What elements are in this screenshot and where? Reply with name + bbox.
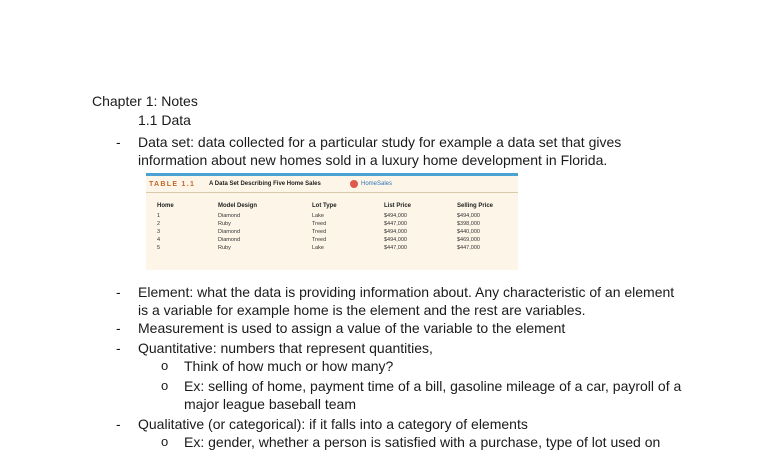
cell-lot-type: Treed — [312, 237, 327, 243]
bullet-dash: - — [116, 320, 121, 336]
cell-home: 1 — [157, 213, 161, 219]
cell-home: 4 — [157, 237, 161, 243]
sub-bullet-example-qualitative: Ex: gender, whether a person is satisfied with a purchase, type of lot used on — [184, 434, 661, 450]
bullet-data-set-line1: Data set: data collected for a particular study for example a data set that gives — [138, 134, 622, 150]
cell-list-price: $494,000 — [384, 213, 407, 219]
cell-lot-type: Lake — [312, 245, 324, 251]
column-header-home: Home — [157, 203, 174, 209]
figure-header-rule — [146, 192, 518, 193]
cell-lot-type: Treed — [312, 221, 327, 227]
column-header-selling-price: Selling Price — [457, 203, 494, 209]
cell-lot-type: Lake — [312, 213, 324, 219]
bullet-element-line1: Element: what the data is providing information about. Any characteristic of an element — [138, 284, 675, 300]
column-header-list-price: List Price — [384, 203, 412, 209]
bullet-dash: - — [116, 134, 121, 150]
cell-list-price: $447,000 — [384, 245, 407, 251]
bullet-measurement: Measurement is used to assign a value of the variable to the element — [138, 320, 566, 336]
bullet-dash: - — [116, 340, 121, 356]
cell-list-price: $494,000 — [384, 237, 407, 243]
sub-bullet-think: Think of how much or how many? — [184, 358, 394, 374]
chapter-heading: Chapter 1: Notes — [92, 93, 198, 109]
cell-selling-price: $398,000 — [457, 221, 480, 227]
cell-selling-price: $469,000 — [457, 237, 480, 243]
home-sales-table-figure — [146, 173, 518, 270]
data-set-icon — [350, 180, 358, 188]
figure-caption: A Data Set Describing Five Home Sales — [209, 181, 321, 187]
cell-model-design: Diamond — [218, 213, 241, 219]
sub-bullet-example-line1: Ex: selling of home, payment time of a bill, gasoline mileage of a car, payroll of a — [184, 378, 682, 394]
section-heading: 1.1 Data — [138, 112, 191, 128]
cell-selling-price: $440,000 — [457, 229, 480, 235]
figure-source: HomeSales — [361, 181, 393, 187]
bullet-element-line2: is a variable for example home is the element and the rest are variables. — [138, 302, 586, 318]
cell-home: 2 — [157, 221, 161, 227]
bullet-dash: - — [116, 284, 121, 300]
sub-bullet-example-line2: major league baseball team — [184, 396, 356, 412]
cell-list-price: $447,000 — [384, 221, 407, 227]
bullet-dash: - — [116, 416, 121, 432]
cell-home: 3 — [157, 229, 161, 235]
cell-model-design: Ruby — [218, 245, 231, 251]
sub-bullet-circle: o — [161, 358, 169, 373]
column-header-model-design: Model Design — [218, 203, 258, 209]
table-row — [157, 212, 160, 220]
bullet-qualitative: Qualitative (or categorical): if it falls into a category of elements — [138, 416, 528, 432]
cell-lot-type: Treed — [312, 229, 327, 235]
cell-selling-price: $447,000 — [457, 245, 480, 251]
cell-list-price: $494,000 — [384, 229, 407, 235]
column-header-lot-type: Lot Type — [312, 203, 337, 209]
cell-model-design: Ruby — [218, 221, 231, 227]
cell-home: 5 — [157, 245, 161, 251]
bullet-quantitative: Quantitative: numbers that represent quantities, — [138, 340, 433, 356]
sub-bullet-circle: o — [161, 378, 169, 393]
bullet-data-set-line2: information about new homes sold in a luxury home development in Florida. — [138, 152, 608, 168]
cell-model-design: Diamond — [218, 229, 241, 235]
cell-model-design: Diamond — [218, 237, 241, 243]
figure-accent-bar — [146, 173, 518, 176]
sub-bullet-circle: o — [161, 434, 169, 449]
cell-selling-price: $494,000 — [457, 213, 480, 219]
figure-table-label: TABLE 1.1 — [149, 181, 196, 188]
